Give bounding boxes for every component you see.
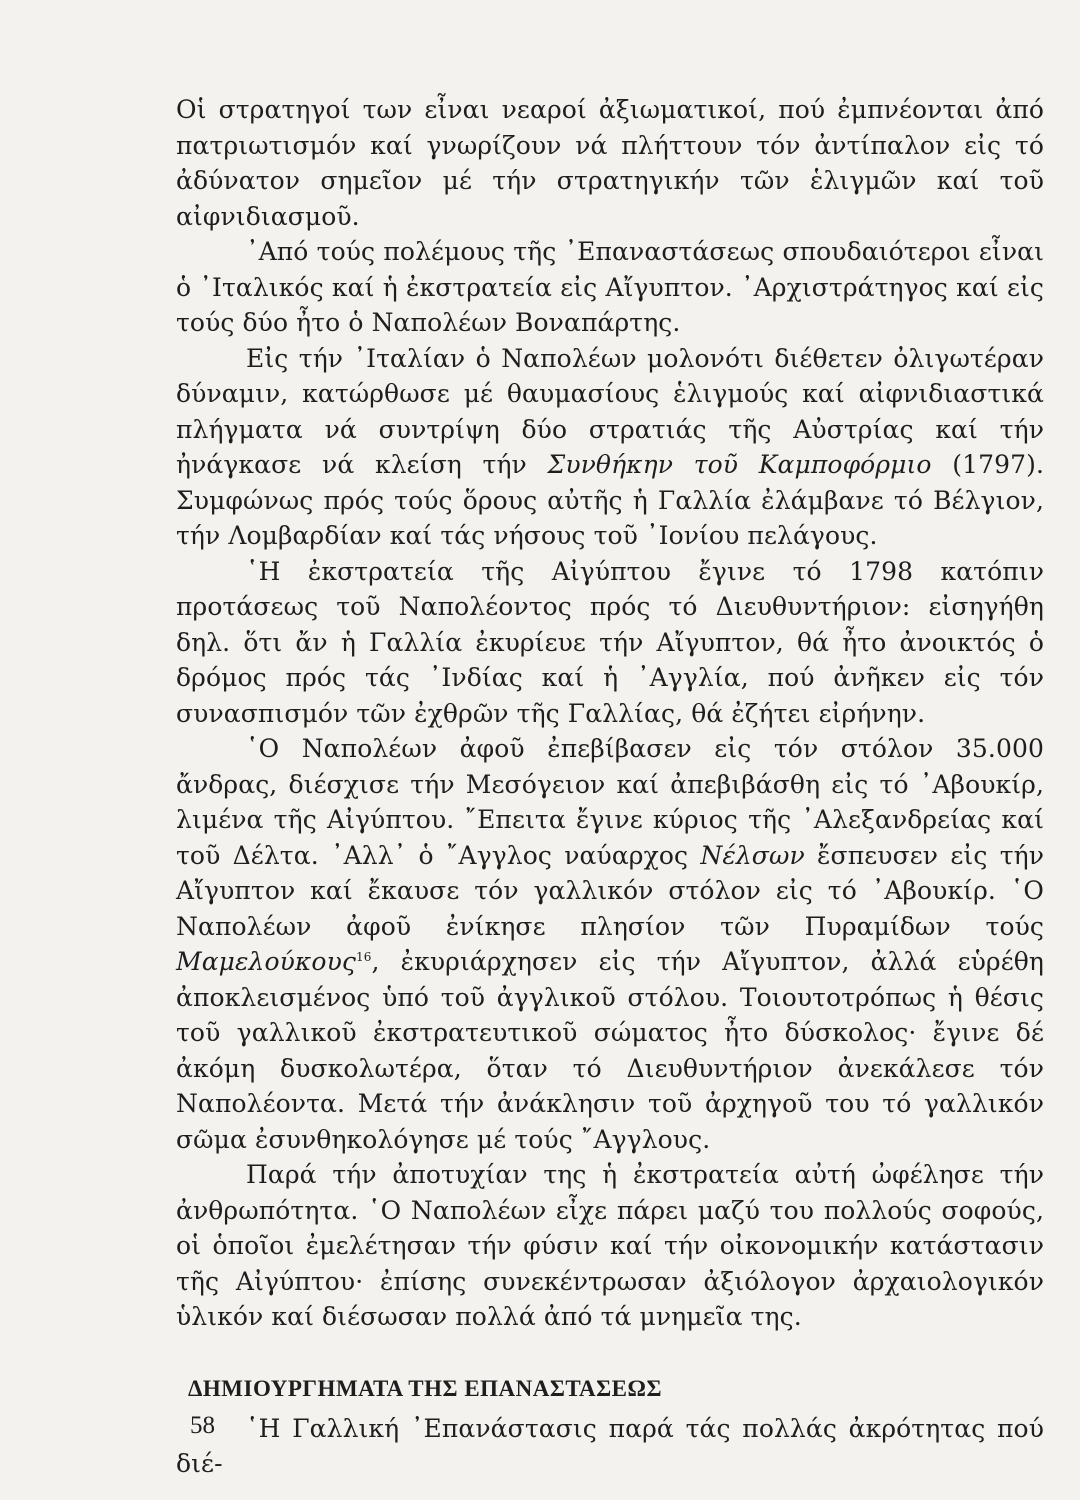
- text-segment: Παρά τήν ἀποτυχίαν της ἡ ἐκστρατεία αὐτή ὠφέλησε τήν ἀνθρωπότητα. ῾Ο Ναπολέων εἶχε πάρει μαζύ του πολλούς σοφούς, οἱ ὁποῖοι ἐμελέτησαν τήν φύσιν καί τήν οἰκονομικήν κατάστασιν τῆς Αἰγύπτου· ἐπίσης συνεκέντρωσαν ἀξιόλογον ἀρχαιολογικόν ὑλικόν καί διέσωσαν πολλά ἀπό τά μνημεῖα της.: [176, 1160, 1044, 1331]
- italic-term: Μαμελούκους: [176, 947, 356, 976]
- final-paragraph: ῾Η Γαλλική ᾿Επανάστασις παρά τάς πολλάς ἀκρότητας πού διέ-: [176, 1413, 1044, 1478]
- paragraph: [176, 341, 1044, 554]
- paragraph: [176, 731, 1044, 1157]
- footnote-marker: 16: [355, 950, 372, 964]
- text-segment: Εἰς τήν ᾿Ιταλίαν ὁ Ναπολέων μολονότι διέθετεν ὀλιγωτέραν δύναμιν, κατώρθωσε μέ θαυμασίους ἑλιγμούς καί αἰφνιδιαστικά πλήγματα νά συντρίψη δύο στρατιάς τῆς Αὐστρίας καί τήν ἠνάγκασε νά κλείση τήν: [176, 343, 1044, 479]
- paragraph: [176, 92, 1044, 234]
- text-segment: ἔσπευσεν εἰς τήν Αἴγυπτον καί ἔκαυσε τόν γαλλικόν στόλον εἰς τό ᾿Αβουκίρ. ῾Ο Ναπολέων ἀφοῦ ἐνίκησε πλησίον τῶν Πυραμίδων τούς: [176, 840, 1044, 941]
- paragraph: [176, 234, 1044, 341]
- paragraph: [176, 1157, 1044, 1335]
- text-segment: (1797). Συμφώνως πρός τούς ὅρους αὐτῆς ἡ Γαλλία ἐλάμβανε τό Βέλγιον, τήν Λομβαρδίαν καί τάς νήσους τοῦ ᾿Ιονίου πελάγους.: [176, 450, 1044, 550]
- body-text: [176, 92, 1044, 1482]
- italic-term: Νέλσων: [700, 840, 805, 870]
- text-segment: , ἐκυριάρχησεν εἰς τήν Αἴγυπτον, ἀλλά εὑρέθη ἀποκλεισμένος ὑπό τοῦ ἀγγλικοῦ στόλου. Τοιουτοτρόπως ἡ θέσις τοῦ γαλλικοῦ ἐκστρατευτικοῦ σώματος ἦτο δύσκολος· ἔγινε δέ ἀκόμη δυσκολωτέρα, ὅταν τό Διευθυντήριον ἀνεκάλεσε τόν Ναπολέοντα. Μετά τήν ἀνάκλησιν τοῦ ἀρχηγοῦ του τό γαλλικόν σῶμα ἐσυνθηκολόγησε μέ τούς ῎Αγγλους.: [176, 947, 1044, 1154]
- italic-term: Συνθήκην τοῦ Καμποφόρμιο: [547, 450, 932, 479]
- page-number: 58: [190, 1412, 215, 1439]
- paragraphs: [176, 92, 1044, 1335]
- text-segment: ῾Ο Ναπολέων ἀφοῦ ἐπεβίβασεν εἰς τόν στόλον 35.000 ἄνδρας, διέσχισε τήν Μεσόγειον καί ἀπεβιβάσθη εἰς τό ᾿Αβουκίρ, λιμένα τῆς Αἰγύπτου. ῎Επειτα ἔγινε κύριος τῆς ᾿Αλεξανδρείας καί τοῦ Δέλτα. ᾿Αλλ᾿ ὁ ῎Αγγλος ναύαρχος: [176, 734, 1044, 870]
- section-heading: ΔΗΜΙΟΥΡΓΗΜΑΤΑ ΤΗΣ ΕΠΑΝΑΣΤΑΣΕΩΣ: [188, 1375, 662, 1401]
- text-segment: ῾Η ἐκστρατεία τῆς Αἰγύπτου ἔγινε τό 1798 κατόπιν προτάσεως τοῦ Ναπολέοντος πρός τό Διευθυντήριον: εἰσηγήθη δηλ. ὅτι ἄν ἡ Γαλλία ἐκυρίευε τήν Αἴγυπτον, θά ἦτο ἀνοικτός ὁ δρόμος πρός τάς ᾿Ινδίας καί ἡ ᾿Αγγλία, πού ἀνῆκεν εἰς τόν συνασπισμόν τῶν ἐχθρῶν τῆς Γαλλίας, θά ἐζήτει εἰρήνην.: [176, 556, 1044, 728]
- text-segment: ᾿Από τούς πολέμους τῆς ᾿Επαναστάσεως σπουδαιότεροι εἶναι ὁ ᾿Ιταλικός καί ἡ ἐκστρατεία εἰς Αἴγυπτον. ᾿Αρχιστράτηγος καί εἰς τούς δύο ἦτο ὁ Ναπολέων Βοναπάρτης.: [176, 237, 1044, 337]
- text-segment: Οἱ στρατηγοί των εἶναι νεαροί ἀξιωματικοί, πού ἐμπνέονται ἀπό πατριωτισμόν καί γνωρίζουν νά πλήττουν τόν ἀντίπαλον εἰς τό ἀδύνατον σημεῖον μέ τήν στρατηγικήν τῶν ἑλιγμῶν καί τοῦ αἰφνιδιασμοῦ.: [176, 95, 1044, 231]
- paragraph: [176, 554, 1044, 732]
